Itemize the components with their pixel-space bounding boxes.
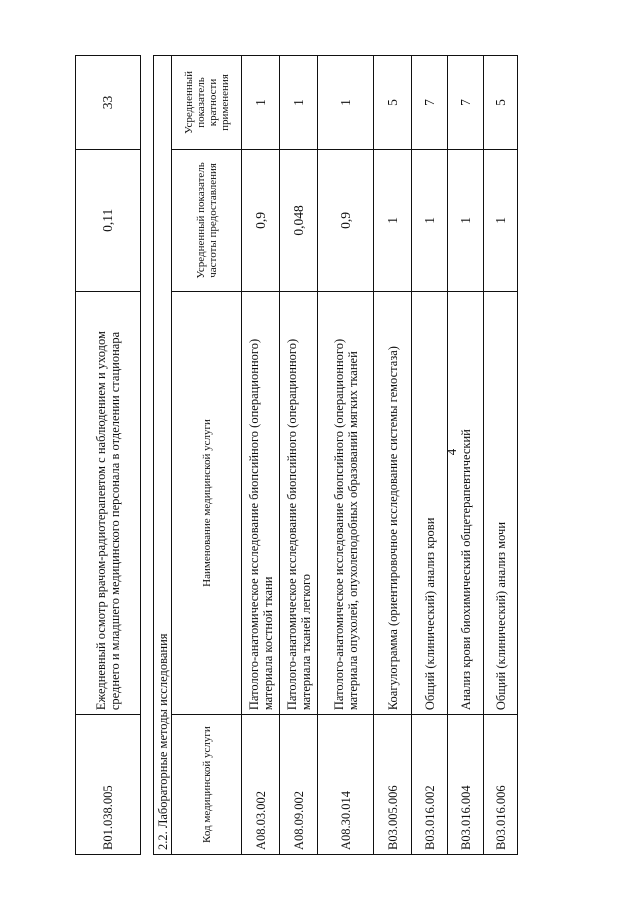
frequency-value: 1 [448,149,484,291]
section-title-row [154,56,172,855]
service-name: Ежедневный осмотр врачом-радиотерапевтом с наблюдением и уходом среднего и младшего медицинского персонала в отделении стационара [76,291,141,714]
table-row [448,56,484,855]
multiplicity-value: 5 [484,56,518,150]
procedure-table [75,55,141,855]
service-name: Патолого-анатомическое исследование биопсийного (операционного) материала опухолей, опухолеподобных образований мягких тканей [318,291,374,714]
service-code: B03.016.002 [412,715,448,855]
frequency-value: 1 [374,149,412,291]
service-code: A08.30.014 [318,715,374,855]
header-name: Наименование медицинской услуги [172,291,242,714]
service-code: B01.038.005 [76,715,141,855]
service-name: Коагулограмма (ориентировочное исследование системы гемостаза) [374,291,412,714]
frequency-value: 0,048 [280,149,318,291]
multiplicity-value: 1 [242,56,280,150]
table-row [484,56,518,855]
frequency-value: 0,9 [242,149,280,291]
table-row [242,56,280,855]
multiplicity-value: 1 [318,56,374,150]
service-code: B03.016.006 [484,715,518,855]
frequency-value: 0,11 [76,149,141,291]
multiplicity-value: 33 [76,56,141,150]
frequency-value: 0,9 [318,149,374,291]
service-name: Патолого-анатомическое исследование биопсийного (операционного) материала костной ткани [242,291,280,714]
service-code: B03.005.006 [374,715,412,855]
table-row [280,56,318,855]
frequency-value: 1 [484,149,518,291]
table-row [374,56,412,855]
service-name: Общий (клинический) анализ крови [412,291,448,714]
header-multiplicity: Усредненный показатель кратности применения [172,56,242,150]
frequency-value: 1 [412,149,448,291]
service-code: A08.09.002 [280,715,318,855]
table-row [412,56,448,855]
rotated-sheet [75,55,507,855]
page-number: 4 [444,448,459,456]
header-frequency: Усредненный показатель частоты предоставления [172,149,242,291]
service-name: Патолого-анатомическое исследование биопсийного (операционного) материала тканей легкого [280,291,318,714]
section-title: 2.2. Лабораторные методы исследования [154,56,172,855]
service-code: B03.016.004 [448,715,484,855]
service-code: A08.03.002 [242,715,280,855]
multiplicity-value: 5 [374,56,412,150]
header-row [172,56,242,855]
table-row [76,56,141,855]
multiplicity-value: 7 [412,56,448,150]
lab-methods-table [153,55,518,855]
service-name: Общий (клинический) анализ мочи [484,291,518,714]
service-name: Анализ крови биохимический общетерапевтический [448,291,484,714]
multiplicity-value: 7 [448,56,484,150]
table-row [318,56,374,855]
multiplicity-value: 1 [280,56,318,150]
header-code: Код медицинской услуги [172,715,242,855]
